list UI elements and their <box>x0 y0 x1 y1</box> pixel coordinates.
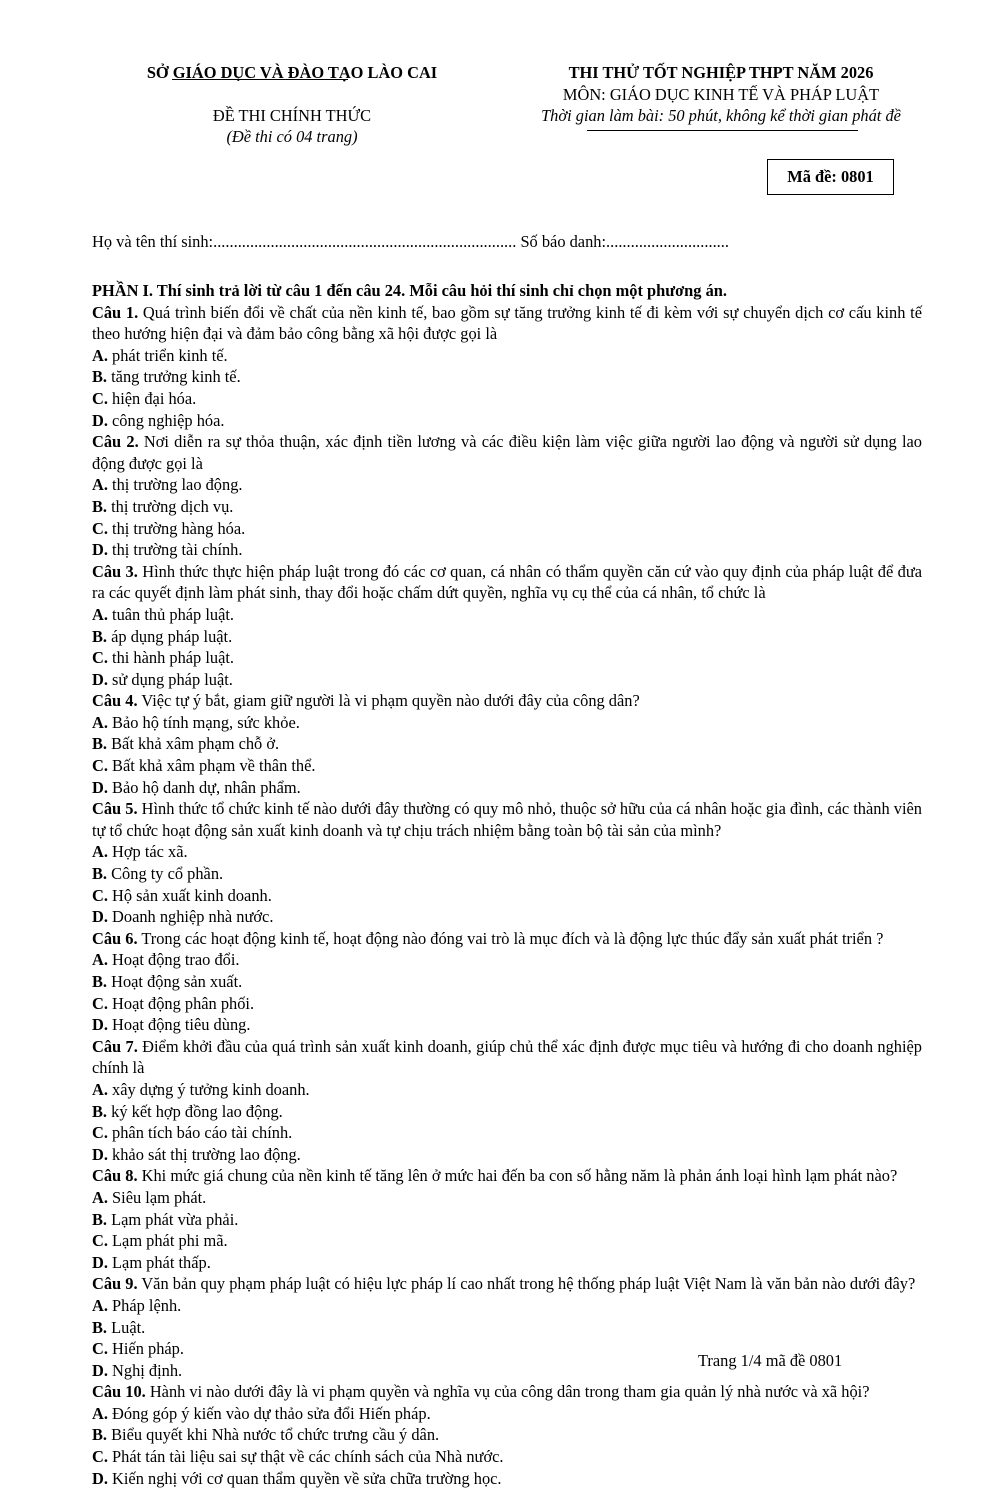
option-a[interactable] <box>92 474 532 496</box>
option-text: khảo sát thị trường lao động. <box>107 1144 301 1164</box>
option-b[interactable] <box>92 733 532 755</box>
header-left <box>92 62 492 148</box>
option-text: Hoạt động trao đổi. <box>107 950 240 970</box>
option-label: A. <box>92 345 108 365</box>
question-2 <box>92 431 922 474</box>
question-5 <box>92 798 922 841</box>
options-q6 <box>92 949 922 1035</box>
option-text: thị trường lao động. <box>107 475 243 495</box>
option-label: D. <box>92 669 108 689</box>
option-c[interactable] <box>92 1122 922 1144</box>
option-d[interactable] <box>92 1144 922 1166</box>
option-label: A. <box>92 1295 108 1315</box>
question-label: Câu 9. <box>92 1274 138 1294</box>
option-text: tăng trưởng kinh tế. <box>107 367 241 387</box>
option-b[interactable] <box>92 1317 532 1339</box>
question-text: Văn bản quy phạm pháp luật có hiệu lực pháp lí cao nhất trong hệ thống pháp luật Việt Nam là văn bản nào dưới đây? <box>137 1274 916 1294</box>
options-q4 <box>92 712 922 798</box>
option-label: B. <box>92 1317 108 1337</box>
options-q10 <box>92 1403 922 1489</box>
question-1 <box>92 302 922 345</box>
option-label: A. <box>92 842 108 862</box>
option-text: Doanh nghiệp nhà nước. <box>107 907 274 927</box>
question-text: Quá trình biến đổi về chất của nền kinh tế, bao gồm sự tăng trưởng kinh tế đi kèm với sự chuyển dịch cơ cấu kinh tế theo hướng hiện đại và đảm bảo công bằng xã hội được gọi là <box>92 302 922 344</box>
time-limit: Thời gian làm bài: 50 phút, không kể thời gian phát đề <box>541 106 901 126</box>
option-a[interactable] <box>92 604 532 626</box>
option-label: D. <box>92 1252 108 1272</box>
option-text: thị trường hàng hóa. <box>107 518 246 538</box>
option-label: A. <box>92 712 108 732</box>
candidate-line <box>92 231 912 253</box>
option-b[interactable] <box>92 1209 532 1231</box>
option-d[interactable] <box>92 410 532 432</box>
option-label: C. <box>92 648 108 668</box>
option-text: Hoạt động phân phối. <box>107 993 255 1013</box>
option-label: D. <box>92 1468 108 1488</box>
option-text: thi hành pháp luật. <box>107 648 235 668</box>
question-label: Câu 3. <box>92 561 138 581</box>
questions-section <box>92 280 922 1489</box>
pages-note: (Đề thi có 04 trang) <box>226 127 358 147</box>
option-b[interactable] <box>92 626 532 648</box>
option-d[interactable] <box>92 1468 922 1489</box>
option-text: Bất khả xâm phạm chỗ ở. <box>107 734 280 754</box>
exam-code-box <box>767 159 894 195</box>
question-label: Câu 5. <box>92 799 138 819</box>
option-d[interactable] <box>92 539 532 561</box>
option-d[interactable] <box>92 1360 532 1382</box>
option-text: Bảo hộ danh dự, nhân phẩm. <box>107 777 301 797</box>
option-a[interactable] <box>92 949 532 971</box>
option-d[interactable] <box>92 777 532 799</box>
option-text: Nghị định. <box>107 1360 183 1380</box>
option-text: Luật. <box>107 1317 146 1337</box>
option-text: Phát tán tài liệu sai sự thật về các chính sách của Nhà nước. <box>107 1447 504 1467</box>
option-label: C. <box>92 993 108 1013</box>
options-q1 <box>92 345 922 431</box>
question-3 <box>92 561 922 604</box>
option-label: D. <box>92 1015 108 1035</box>
question-text: Nơi diễn ra sự thỏa thuận, xác định tiền lương và các điều kiện làm việc giữa người lao động và người sử dụng lao động được gọi là <box>92 432 922 473</box>
option-text: Hộ sản xuất kinh doanh. <box>107 885 272 905</box>
option-text: Hợp tác xã. <box>107 842 188 862</box>
exam-title: THI THỬ TỐT NGHIỆP THPT NĂM 2026 <box>568 63 874 82</box>
question-label: Câu 1. <box>92 302 139 322</box>
option-label: A. <box>92 1079 108 1099</box>
option-a[interactable] <box>92 1295 532 1317</box>
question-label: Câu 8. <box>92 1166 138 1186</box>
option-label: B. <box>92 1209 108 1229</box>
question-text: Hình thức thực hiện pháp luật trong đó các cơ quan, cá nhân có thẩm quyền căn cứ vào quy định của pháp luật để đưa ra các quyết định làm phát sinh, thay đổi hoặc chấm dứt quyền, nghĩa vụ cụ thể của cá nhân, tổ chức là <box>92 561 922 603</box>
question-6 <box>92 928 922 950</box>
option-d[interactable] <box>92 1014 532 1036</box>
question-10 <box>92 1381 922 1403</box>
option-b[interactable] <box>92 496 532 518</box>
option-text: phân tích báo cáo tài chính. <box>107 1123 293 1143</box>
option-label: A. <box>92 1403 108 1423</box>
page-footer: Trang 1/4 mã đề 0801 <box>698 1351 843 1370</box>
name-label: Họ và tên thí sinh: <box>92 232 214 251</box>
option-label: B. <box>92 496 108 516</box>
question-text: Hình thức tổ chức kinh tế nào dưới đây thường có quy mô nhỏ, thuộc sở hữu của cá nhân hoặc gia đình, các thành viên tự tổ chức hoạt động sản xuất kinh doanh và tự chịu trách nhiệm bằng toàn bộ tài sản của mình? <box>92 799 922 840</box>
question-text: Khi mức giá chung của nền kinh tế tăng lên ở mức hai đến ba con số hằng năm là phản ánh loại hình lạm phát nào? <box>137 1166 898 1186</box>
option-text: áp dụng pháp luật. <box>107 626 233 646</box>
option-d[interactable] <box>92 906 532 928</box>
option-label: D. <box>92 1144 108 1164</box>
question-label: Câu 10. <box>92 1382 146 1402</box>
option-text: Pháp lệnh. <box>107 1295 182 1315</box>
option-b[interactable] <box>92 971 532 993</box>
option-text: hiện đại hóa. <box>107 388 197 408</box>
question-label: Câu 7. <box>92 1036 138 1056</box>
option-label: B. <box>92 1101 108 1121</box>
option-text: Siêu lạm phát. <box>107 1187 207 1207</box>
org-underline <box>172 79 348 80</box>
section-title: PHẦN I. Thí sinh trả lời từ câu 1 đến câu 24. Mỗi câu hỏi thí sinh chỉ chọn một phương án. <box>92 281 727 300</box>
option-label: D. <box>92 777 108 797</box>
option-text: Công ty cổ phần. <box>107 864 224 884</box>
option-a[interactable] <box>92 1079 922 1101</box>
option-a[interactable] <box>92 1403 922 1425</box>
question-label: Câu 4. <box>92 691 138 711</box>
option-c[interactable] <box>92 518 532 540</box>
option-c[interactable] <box>92 1338 532 1360</box>
id-field[interactable]: .............................. <box>606 232 729 251</box>
exam-code: Mã đề: 0801 <box>787 167 874 187</box>
option-b[interactable] <box>92 1424 922 1446</box>
option-d[interactable] <box>92 669 532 691</box>
option-text: thị trường dịch vụ. <box>107 496 234 516</box>
id-label: Số báo danh: <box>516 232 607 251</box>
subject: MÔN: GIÁO DỤC KINH TẾ VÀ PHÁP LUẬT <box>562 84 880 104</box>
option-label: B. <box>92 1425 108 1445</box>
option-label: B. <box>92 734 108 754</box>
option-label: C. <box>92 885 108 905</box>
option-label: B. <box>92 626 108 646</box>
option-c[interactable] <box>92 755 532 777</box>
option-label: B. <box>92 864 108 884</box>
option-label: D. <box>92 410 108 430</box>
option-text: Lạm phát vừa phải. <box>107 1209 239 1229</box>
option-label: A. <box>92 950 108 970</box>
option-a[interactable] <box>92 345 532 367</box>
option-text: xây dựng ý tưởng kinh doanh. <box>107 1079 310 1099</box>
option-b[interactable] <box>92 366 532 388</box>
option-text: Hiến pháp. <box>107 1339 184 1359</box>
question-text: Hành vi nào dưới đây là vi phạm quyền và nghĩa vụ của công dân trong tham gia quản lý nhà nước và xã hội? <box>145 1382 870 1402</box>
org-name: SỞ GIÁO DỤC VÀ ĐÀO TẠO LÀO CAI <box>146 63 438 82</box>
question-text: Việc tự ý bắt, giam giữ người là vi phạm quyền nào dưới đây của công dân? <box>137 691 640 711</box>
options-q5 <box>92 841 922 927</box>
question-text: Trong các hoạt động kinh tế, hoạt động nào đóng vai trò là mục đích và là động lực thúc đẩy sản xuất phát triển ? <box>137 928 884 948</box>
option-c[interactable] <box>92 1446 922 1468</box>
option-label: A. <box>92 604 108 624</box>
option-label: D. <box>92 540 108 560</box>
option-text: Lạm phát thấp. <box>107 1252 211 1272</box>
options-q2 <box>92 474 922 560</box>
option-text: thị trường tài chính. <box>107 540 243 560</box>
option-label: C. <box>92 1123 108 1143</box>
options-q7 <box>92 1079 922 1165</box>
option-c[interactable] <box>92 647 532 669</box>
option-c[interactable] <box>92 885 532 907</box>
option-label: C. <box>92 756 108 776</box>
option-b[interactable] <box>92 863 532 885</box>
option-c[interactable] <box>92 388 532 410</box>
options-q8 <box>92 1187 922 1273</box>
option-c[interactable] <box>92 993 532 1015</box>
option-text: Hoạt động tiêu dùng. <box>107 1015 251 1035</box>
name-field[interactable]: .......................................................................... <box>213 232 517 251</box>
option-label: C. <box>92 518 108 538</box>
question-9 <box>92 1273 922 1295</box>
option-text: phát triển kinh tế. <box>107 345 228 365</box>
header-right <box>488 62 954 127</box>
option-text: Bảo hộ tính mạng, sức khỏe. <box>107 712 300 732</box>
option-label: C. <box>92 1447 108 1467</box>
option-d[interactable] <box>92 1252 532 1274</box>
question-4 <box>92 690 922 712</box>
option-text: Lạm phát phi mã. <box>107 1231 228 1251</box>
option-label: B. <box>92 367 108 387</box>
option-label: B. <box>92 972 108 991</box>
official-label: ĐỀ THI CHÍNH THỨC <box>212 105 372 125</box>
option-text: tuân thủ pháp luật. <box>107 604 235 624</box>
option-label: C. <box>92 1231 108 1251</box>
time-underline <box>587 130 858 131</box>
option-text: Bất khả xâm phạm về thân thể. <box>107 756 316 776</box>
option-text: sử dụng pháp luật. <box>107 669 233 689</box>
option-b[interactable] <box>92 1101 922 1123</box>
option-label: A. <box>92 1187 108 1207</box>
question-7 <box>92 1036 922 1079</box>
option-label: D. <box>92 907 108 927</box>
option-text: công nghiệp hóa. <box>107 410 225 430</box>
option-text: Kiến nghị với cơ quan thẩm quyền về sửa chữa trường học. <box>107 1468 502 1488</box>
options-q3 <box>92 604 922 690</box>
option-a[interactable] <box>92 1187 532 1209</box>
option-label: C. <box>92 388 108 408</box>
option-a[interactable] <box>92 712 532 734</box>
option-text: Hoạt động sản xuất. <box>107 972 243 991</box>
question-label: Câu 2. <box>92 432 139 452</box>
question-label: Câu 6. <box>92 928 138 948</box>
option-text: ký kết hợp đồng lao động. <box>107 1101 283 1121</box>
question-8 <box>92 1165 922 1187</box>
option-c[interactable] <box>92 1230 532 1252</box>
option-text: Đóng góp ý kiến vào dự thảo sửa đổi Hiến pháp. <box>107 1403 431 1423</box>
option-label: A. <box>92 475 108 495</box>
option-text: Biểu quyết khi Nhà nước tổ chức trưng cầu ý dân. <box>107 1425 440 1445</box>
option-a[interactable] <box>92 841 532 863</box>
option-label: C. <box>92 1339 108 1359</box>
option-label: D. <box>92 1360 108 1380</box>
question-text: Điểm khởi đầu của quá trình sản xuất kinh doanh, giúp chủ thể xác định được mục tiêu và hướng đi cho doanh nghiệp chính là <box>92 1036 922 1078</box>
